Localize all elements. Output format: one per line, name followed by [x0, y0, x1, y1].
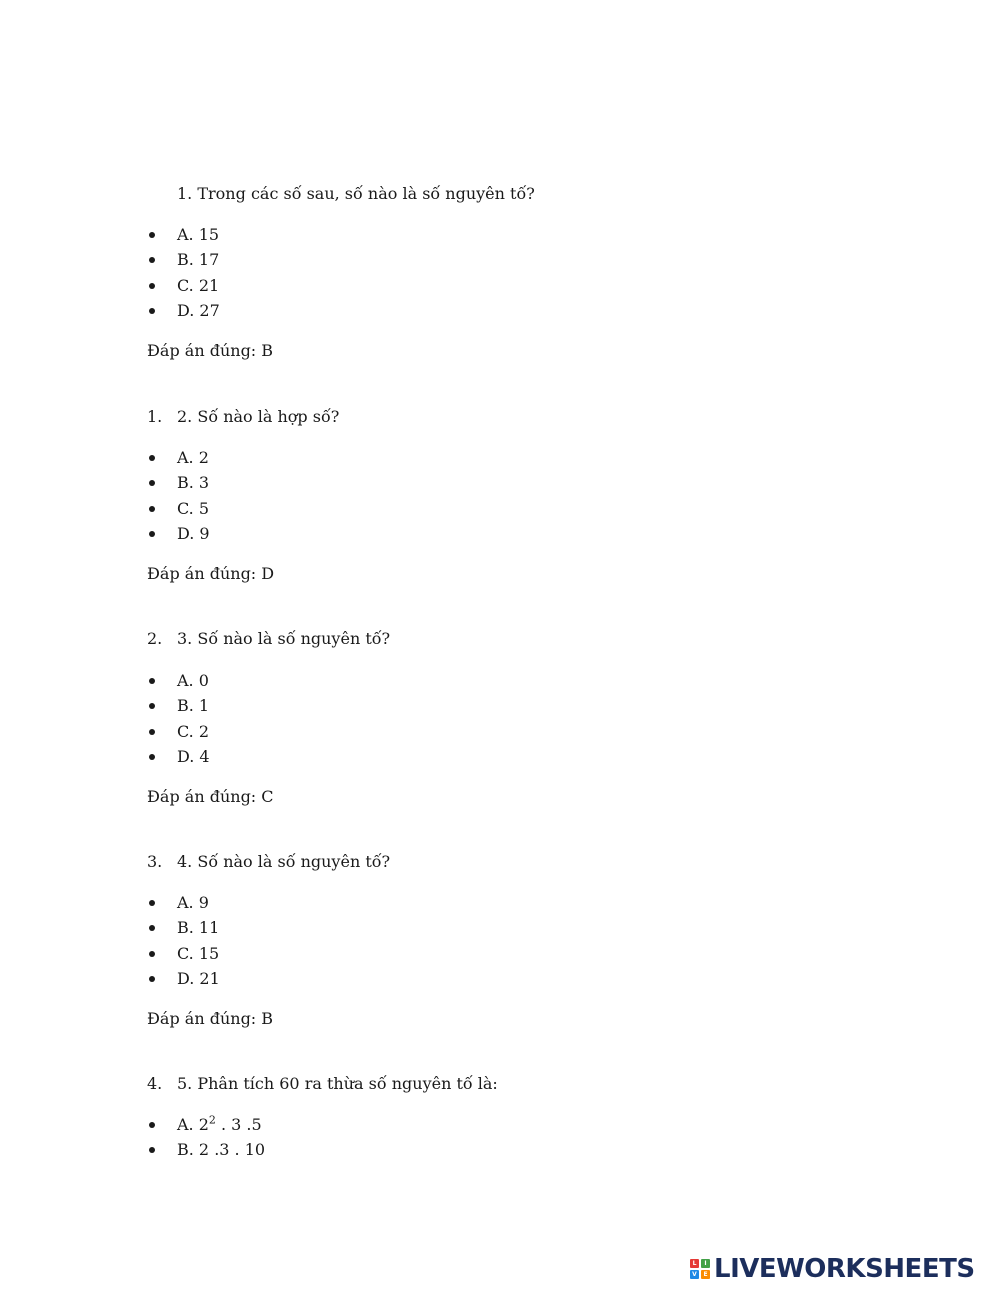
list-number: 4. [147, 1074, 163, 1093]
question-1-options [147, 222, 220, 323]
option: C. 21 [147, 273, 220, 298]
question-2-answer: Đáp án đúng: D [147, 564, 275, 583]
question-5-title: 4. 5. Phân tích 60 ra thừa số nguyên tố là: [147, 1072, 498, 1096]
option: C. 5 [147, 496, 210, 521]
option: D. 9 [147, 521, 210, 546]
option: D. 4 [147, 744, 210, 769]
question-1-answer: Đáp án đúng: B [147, 341, 274, 360]
option: B. 2 .3 . 10 [147, 1137, 265, 1162]
question-4-title: 3. 4. Số nào là số nguyên tố? [147, 850, 390, 874]
question-3-title: 2. 3. Số nào là số nguyên tố? [147, 627, 390, 651]
question-3-options [147, 668, 210, 769]
question-3-answer: Đáp án đúng: C [147, 787, 274, 806]
option: C. 2 [147, 719, 210, 744]
option: B. 3 [147, 470, 210, 495]
option: D. 21 [147, 966, 220, 991]
option: D. 27 [147, 298, 220, 323]
option: B. 11 [147, 915, 220, 940]
option: A. 0 [147, 668, 210, 693]
option: C. 15 [147, 941, 220, 966]
question-2-title: 1. 2. Số nào là hợp số? [147, 405, 339, 429]
option: B. 17 [147, 247, 220, 272]
list-number: 2. [147, 629, 163, 648]
option: A. $2^2$ . 3 .5 [147, 1112, 265, 1137]
question-1-title: 1. Trong các số sau, số nào là số nguyên tố? [177, 184, 535, 203]
question-5-options [147, 1112, 265, 1163]
question-4-answer: Đáp án đúng: B [147, 1009, 274, 1028]
list-number: 3. [147, 852, 163, 871]
logo-mark-icon: L I V E [690, 1259, 710, 1279]
option: A. 2 [147, 445, 210, 470]
option: A. 9 [147, 890, 220, 915]
question-2-options [147, 445, 210, 546]
logo-text: LIVEWORKSHEETS [714, 1254, 975, 1284]
liveworksheets-logo [690, 1254, 975, 1284]
question-4-options [147, 890, 220, 991]
list-number: 1. [147, 407, 163, 426]
option: A. 15 [147, 222, 220, 247]
option: B. 1 [147, 693, 210, 718]
